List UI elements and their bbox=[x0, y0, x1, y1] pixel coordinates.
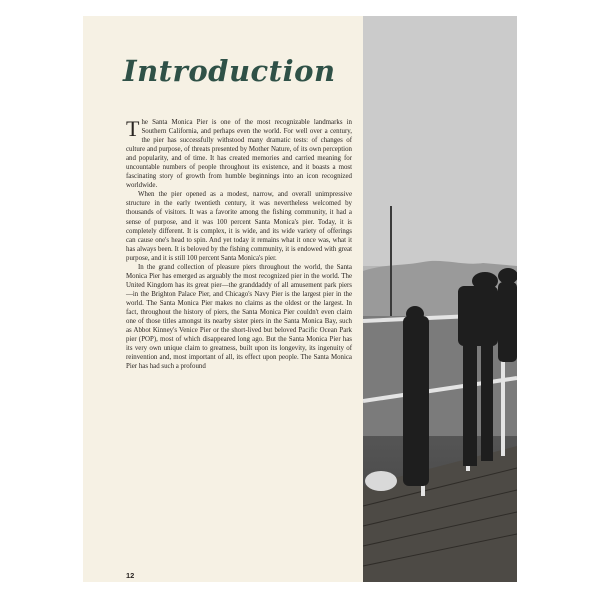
body-text bbox=[126, 118, 352, 371]
paragraph-1-text: he Santa Monica Pier is one of the most recognizable landmarks in Southern California, and perhaps even the world. For well over a century, the pier has successfully withstood many dramatic tests: of changes of culture and purpose, of threats presented by Mother Nature, of its own perception and popularity, and of time. It has created memories and carried meaning for uncountable numbers of people throughout its existence, and it boasts a most fascinating story of growth from humble beginnings into an icon recognized worldwide. bbox=[126, 119, 352, 190]
paragraph-3: In the grand collection of pleasure piers throughout the world, the Santa Monica Pier has emerged as arguably the most recognized pier in the world. The United Kingdom has its great pier—the granddaddy of all amusement park piers—in the Brighton Palace Pier, and Chicago's Navy Pier is the largest pier in the world. The Santa Monica Pier makes no claims as the oldest or the largest. In fact, throughout the history of piers, the Santa Monica Pier couldn't even claim one of those titles amongst its nearby sister piers in the Santa Monica Bay, such as Abbot Kinney's Venice Pier or the short-lived but beloved Pacific Ocean Park pier (POP), most of which disappeared long ago. But the Santa Monica Pier has its very own unique claim to greatness, built upon its longevity, its ingenuity of reinvention and, most important of all, its effect upon people. The Santa Monica Pier has had such a profound bbox=[126, 263, 352, 371]
drop-cap: T bbox=[126, 116, 140, 141]
photo-illustration bbox=[363, 16, 517, 582]
page-title: Introduction bbox=[123, 54, 336, 88]
book-page bbox=[83, 16, 517, 582]
photo-bundle bbox=[365, 471, 397, 491]
paragraph-1 bbox=[126, 118, 352, 190]
text-column bbox=[83, 16, 363, 582]
pier-fishermen-photo bbox=[363, 16, 517, 582]
photo-sky bbox=[363, 16, 517, 266]
photo-pole bbox=[390, 206, 392, 326]
paragraph-2: When the pier opened as a modest, narrow, and overall unimpressive structure in the early twentieth century, it was nevertheless welcomed by thousands of visitors. It was a favorite among the fishing community, it had a sense of purpose, and it was 100 percent Santa Monica's pier. Today, it is completely different. It is complex, it is wide, and its wide variety of offerings can cause one's head to spin. And yet today it remains what it once was, what it has always been. It is beloved by the fishing community, it is endowed with great purpose, and it is still 100 percent Santa Monica's pier. bbox=[126, 191, 352, 262]
page-number: 12 bbox=[126, 571, 135, 580]
